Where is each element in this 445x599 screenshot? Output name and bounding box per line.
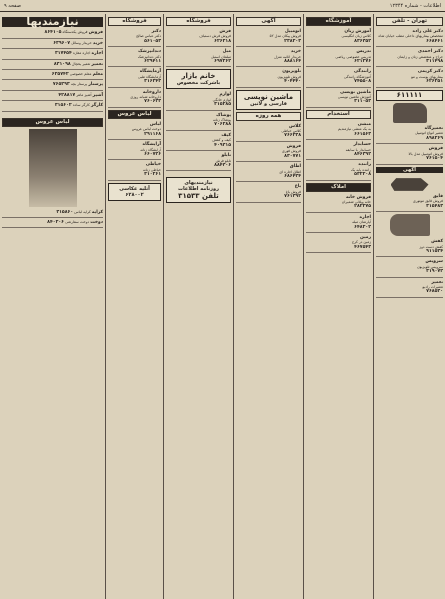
photo-studio-box	[108, 183, 161, 201]
ad	[236, 123, 301, 142]
ad-title: ماشین نویسی	[340, 89, 371, 95]
classifieds-promo-box	[166, 177, 231, 203]
ad-text: آپارتمان مبله	[352, 220, 371, 225]
ad	[306, 141, 371, 160]
ad	[166, 112, 231, 131]
ad-title: داروخانه	[142, 89, 161, 95]
ad-text: فروش فوری	[281, 149, 301, 154]
ad-text: دکتر دندانپزشک	[137, 54, 161, 59]
ad	[166, 132, 231, 151]
ad-text: خریدار اثاثیه منزل	[274, 54, 301, 59]
ad-phone: ۴۰۴۴۴۰	[284, 79, 301, 85]
column-3	[233, 14, 303, 599]
ad-title: پرستار	[88, 82, 103, 88]
ad-title: کیف	[221, 132, 231, 138]
ad-text: کرایه لباس	[74, 209, 91, 214]
shoe-image	[390, 214, 430, 236]
box-subtitle: باشرکت مخصوص	[176, 80, 221, 87]
column-header: لباس عروس	[2, 118, 103, 127]
ad-title: دوخت	[90, 220, 103, 226]
ad	[376, 193, 443, 212]
column-5	[105, 14, 163, 599]
big-phone-number: ۶۱۱۱۱۱	[396, 90, 423, 99]
ad-title: خیاطی	[145, 162, 161, 168]
column-2	[303, 14, 373, 599]
ad-phone: ۳۱۵۶۰۲	[54, 103, 72, 109]
ad-text: آزمایشگاه طبی	[137, 74, 161, 79]
ad-text: پوشاک زنانه	[212, 118, 231, 123]
ad-text: داروخانه شبانه روزی	[130, 95, 161, 100]
ad-phone: ۸۴۰۲۰۶	[47, 220, 64, 226]
ad-text: فروش قایق موتوری	[412, 199, 443, 204]
ad	[166, 152, 231, 171]
column-header: فروشگاه	[166, 17, 231, 26]
ad-title: کفش	[431, 239, 443, 245]
ad-phone: ۶۶۱۵۶۳	[354, 131, 371, 137]
ad	[376, 125, 443, 144]
ad-phone: ۳۱۰۲۶۱	[144, 172, 161, 178]
ad-phone: ۷۰۶۲۸۸	[214, 122, 231, 128]
ad	[236, 143, 301, 162]
ad	[108, 68, 161, 87]
ad-phone: ۷۶۸۵۲۰	[426, 289, 443, 295]
typing-ad-box	[236, 90, 301, 110]
ad-text: تدریس خصوصی ریاضی	[335, 54, 371, 59]
ad-title: راننده	[358, 162, 371, 168]
ad-title: تعمیر	[91, 61, 103, 67]
bazaar-ad-box	[166, 69, 231, 89]
ad	[376, 48, 443, 67]
ad-text: جراح و متخصص زنان و زایمان	[397, 54, 443, 59]
column-header: آگهی	[236, 17, 301, 26]
car-image	[393, 103, 427, 123]
box-title: نیازمندیهای	[184, 180, 213, 187]
ad	[306, 48, 371, 67]
ad	[306, 89, 371, 108]
ad	[166, 28, 231, 47]
ad-title: سرویس	[425, 259, 443, 265]
ad-phone: ۸۳۶۳۵۲	[354, 38, 371, 44]
ad	[306, 121, 371, 140]
ad-phone: ۶۲۱۲۷۶	[354, 59, 371, 65]
ad-phone: ۶۳۹۶۰۷	[53, 40, 71, 46]
ad-title: حسابدار	[353, 142, 371, 148]
ad	[376, 238, 443, 257]
ad-text: دوخت سفارشی	[65, 220, 90, 225]
ad-phone: ۷۶۶۲۳۸	[284, 133, 301, 139]
ad-phone: ۲۸۲۲۷۵	[354, 204, 371, 210]
ad	[108, 89, 161, 108]
ad-text: مبلمان استیل	[210, 54, 231, 59]
ad	[108, 161, 161, 180]
masthead	[0, 0, 445, 12]
ad-title: دندانپزشک	[138, 49, 161, 55]
masthead-left: صفحه ۹	[4, 2, 21, 9]
ad-text: زمین در کرج	[351, 240, 371, 245]
ad-text: کفش دست دوز	[419, 244, 443, 249]
ad-text: تابلو فرش	[215, 158, 231, 163]
ad-text: پرستار بچه	[70, 82, 88, 87]
ad	[306, 161, 371, 180]
ad	[236, 68, 301, 87]
box-title: ماشین نویسی	[243, 92, 294, 101]
ad-phone: ۳۱۵۲۸۵	[214, 102, 231, 108]
ad-title: فرش	[219, 29, 231, 34]
ad-phone: ۷۶۱۵۰۴	[426, 156, 443, 162]
ad-title: اجاره	[91, 51, 103, 57]
column-4	[163, 14, 233, 599]
ad-phone: ۴۰۹۳۱۵	[214, 142, 231, 148]
classifieds-logo: نیازمندیها	[2, 17, 103, 27]
ad-text: اطاق اجاره ای	[279, 169, 301, 174]
ad-text: خریدار وسائل	[71, 40, 92, 45]
ad-text: فروش باغ	[285, 189, 301, 194]
ad	[2, 92, 103, 101]
ad-text: کیف و کفش	[212, 138, 231, 143]
ad	[108, 48, 161, 67]
box-phone: ۶۲۸۰۰۲	[125, 191, 144, 198]
ad	[376, 145, 443, 164]
ad	[376, 28, 443, 47]
ad-title: کلاس	[289, 123, 301, 129]
ad-phone: ۸۴۶۳۹۲	[354, 151, 371, 157]
ad	[2, 71, 103, 80]
ad	[236, 163, 301, 182]
column-header: لباس عروس	[108, 110, 161, 119]
ad-title: تعمیر	[431, 279, 443, 285]
box-subtitle: فارسی و لاتین	[250, 100, 287, 107]
ad-title: کرایه	[91, 209, 103, 215]
ad	[376, 279, 443, 298]
ad-phone: ۸۸۸۱۶۴	[284, 59, 301, 65]
ad	[166, 91, 231, 110]
ad-title: خرید	[92, 40, 103, 46]
ad-phone: ۷۶۱۳۹۲	[284, 194, 301, 200]
ad-title: دکتر علی زاده	[412, 29, 443, 34]
ad-text: لوازم خانگی	[212, 97, 231, 102]
ad	[376, 258, 443, 277]
ad-title: اطاق	[289, 164, 301, 170]
ad-phone: ۲۳۸۲۰۳	[284, 38, 301, 44]
ad-phone: ۷۴۵۵۰۸	[354, 79, 371, 85]
phone-box	[376, 90, 443, 101]
ad-title: مبل	[222, 49, 231, 55]
columns	[0, 14, 445, 599]
ad-text: دوخت لباس عروس	[131, 127, 161, 132]
box-phone: تلفن ۳۱۵۳۳	[178, 192, 219, 201]
ad-phone: ۴۶۷۵۴۳	[354, 244, 371, 250]
ad-title: زمین	[360, 234, 371, 240]
ad-text: به یک منشی نیازمندیم	[338, 127, 371, 132]
box-title: آتلیه عکاسی	[119, 185, 150, 192]
ad-title: پوشاک	[216, 112, 231, 118]
ad	[108, 141, 161, 160]
ad-title: دکتر	[151, 29, 161, 34]
ad-text: آرایشگاه زنانه	[140, 147, 161, 152]
ad	[2, 50, 103, 59]
ad-phone: ۵۳۲۲۰۸	[354, 172, 371, 178]
ad-phone: ۶۶۰۷۲۶	[144, 151, 161, 157]
ad-text: فروش فرش دستباف	[199, 34, 231, 39]
ad	[306, 68, 371, 87]
ad	[2, 81, 103, 90]
ad-text: تعمیرات رادیو	[422, 284, 443, 289]
ad-phone: ۷۶۰۶۳۳	[144, 99, 161, 105]
ad-phone: ۶۶۸۴۶۱	[426, 38, 443, 44]
ad-text: آموزشگاه رانندگی	[343, 74, 371, 79]
ad-phone: ۳۱۱۴۹۸	[426, 59, 443, 65]
ad-title: تدریس	[356, 49, 371, 55]
ad-text: فروش یکدستگاه	[62, 30, 88, 35]
column-header: املاک	[306, 183, 371, 192]
column-header: استخدام	[306, 110, 371, 119]
ad-phone: ۶۲۶۲۵۱	[426, 79, 443, 85]
masthead-right: اطلاعات - شماره ۱۲۳۴۴	[389, 2, 441, 9]
ad	[306, 214, 371, 233]
ad-title: اجاره	[359, 214, 371, 220]
ad-text: کارگر ساده	[72, 103, 90, 108]
ad-phone: ۶۲۵۷۴۲	[51, 72, 69, 78]
ad-phone: ۳۱۷۴۵۴	[54, 51, 72, 57]
ad-phone: ۸۹۸۲۶۹	[426, 135, 443, 141]
ad-text: سرویس تلویزیون	[417, 264, 443, 269]
ad	[306, 234, 371, 253]
ad-phone: ۵۶۱۰۵۳	[144, 38, 161, 44]
ad-phone: ۸۳۱۰۹۸	[53, 61, 71, 67]
ad-title: معلم	[92, 72, 103, 78]
ad-title: لوازم	[219, 92, 231, 98]
ad	[2, 61, 103, 70]
column-header: همه روزه	[236, 112, 301, 121]
ad-text: اجاره مغازه	[72, 51, 91, 56]
ad	[2, 219, 103, 228]
ad-phone: ۸۸۴۳۰۶	[214, 162, 231, 168]
ad-title: باغ	[294, 184, 301, 190]
ad-phone: ۴۲۸۸۱۷	[58, 92, 76, 98]
ad-text: آموزش ماشین نویسی	[337, 95, 371, 100]
ad-phone: ۳۱۹۰۷۲	[426, 269, 443, 275]
ad-phone: ۳۱۶۲۴۳	[144, 79, 161, 85]
ad-phone: ۶۴۸۲۰۲	[354, 224, 371, 230]
ad	[108, 121, 161, 140]
column-6	[0, 14, 105, 599]
ad-title: تابلو	[221, 153, 231, 159]
ad-title: لباس	[149, 121, 161, 127]
column-header: تهران - تلفن	[376, 17, 443, 26]
ad	[2, 29, 103, 38]
ad	[236, 28, 301, 47]
ad	[306, 28, 371, 47]
column-header: فروشگاه	[108, 17, 161, 26]
column-header: آموزشگاه	[306, 17, 371, 26]
ad-text: کلاس زبان انگلیسی	[341, 34, 371, 39]
ad-phone: ۶۸۶۴۲۴	[284, 173, 301, 179]
ad-title: رانندگی	[353, 69, 371, 75]
ad-text: حسابدار با سابقه	[345, 147, 371, 152]
ad-phone: ۶۲۹۴۱۱	[144, 59, 161, 65]
ad	[376, 68, 443, 87]
ad-phone: ۳۱۵۸۶۰	[56, 209, 74, 215]
ad-text: خانه ویلائی شمیران	[341, 199, 371, 204]
ad-phone: ۶۲۶۲۱۸	[214, 38, 231, 44]
ad	[236, 183, 301, 202]
column-1	[373, 14, 445, 599]
wedding-dress-image	[29, 129, 77, 207]
ad-phone: ۳۱۱۰۵۳	[354, 99, 371, 105]
ad-text: راننده پایه یک	[350, 167, 371, 172]
ad-text: معلم خصوصی	[69, 72, 92, 77]
ad-title: قایق	[432, 193, 443, 199]
ad-title: آزمایشگاه	[139, 69, 161, 75]
ad-text: متخصص بیماریهای داخلی مطب خیابان شاه	[378, 34, 443, 39]
ad-text: کلاس خیاطی	[281, 129, 301, 134]
ad-title: دکتر احمدی	[417, 49, 443, 55]
boat-image	[391, 175, 429, 191]
box-title: خانم بازار	[181, 72, 216, 81]
ad-title: منشی	[357, 121, 371, 127]
ad	[166, 48, 231, 67]
ad-phone: ۸۶۴۱۰۵	[44, 30, 62, 36]
ad-title: تعمیرگاه	[424, 126, 443, 132]
ad-phone: ۷۶۵۲۹۳	[52, 82, 70, 88]
ad-phone: ۹۱۱۵۲۴	[426, 248, 443, 254]
ad-title: کارگر	[90, 103, 103, 109]
ad-phone: ۳۱۵۴۸۳	[426, 203, 443, 209]
ad-title: فروش	[286, 143, 301, 149]
ad	[306, 194, 371, 213]
ad	[108, 28, 161, 47]
ad-text: دکتر عباس صالح	[136, 34, 161, 39]
section-strip: آگهی	[376, 167, 443, 173]
ad-text: خیاطی زنانه	[142, 167, 161, 172]
ad-text: تعمیر انواع اتومبیل	[415, 131, 443, 136]
ad-title: تلویزیون	[282, 69, 301, 75]
ad-title: فروش خانه	[345, 194, 371, 200]
ad-phone: ۶۹۷۲۶۲	[214, 59, 231, 65]
ad-title: فروش	[428, 146, 443, 152]
ad-title: خرید	[290, 49, 301, 55]
ad	[236, 48, 301, 67]
ad-title: اتومبیل	[284, 29, 301, 34]
ad-text: فروش پیکان مدل ۵۲	[269, 34, 301, 39]
ad-text: فروش اتومبیل مدل بالا	[408, 151, 443, 156]
ad-title: آموزش زبان	[344, 29, 371, 34]
ad-phone: ۸۳۰۷۷۱	[284, 153, 301, 159]
ad-text: بیماریهای پوست و مو	[411, 74, 443, 79]
ad-title: آشپز	[92, 92, 103, 98]
ad-text: آشپز ماهر	[76, 92, 92, 97]
box-subtitle: روزنامه اطلاعات	[177, 186, 220, 193]
ad	[2, 40, 103, 49]
ad	[2, 102, 103, 111]
ad	[2, 209, 103, 218]
ad-title: آرایشگاه	[142, 142, 161, 148]
ad-title: دکتر کریمی	[417, 69, 443, 75]
ad-phone: ۲۹۱۱۶۸	[144, 131, 161, 137]
ad-text: فروش تلویزیون	[277, 74, 301, 79]
ad-text: تعمیر یخچال	[71, 61, 91, 66]
ad-title: فروش	[88, 30, 103, 36]
